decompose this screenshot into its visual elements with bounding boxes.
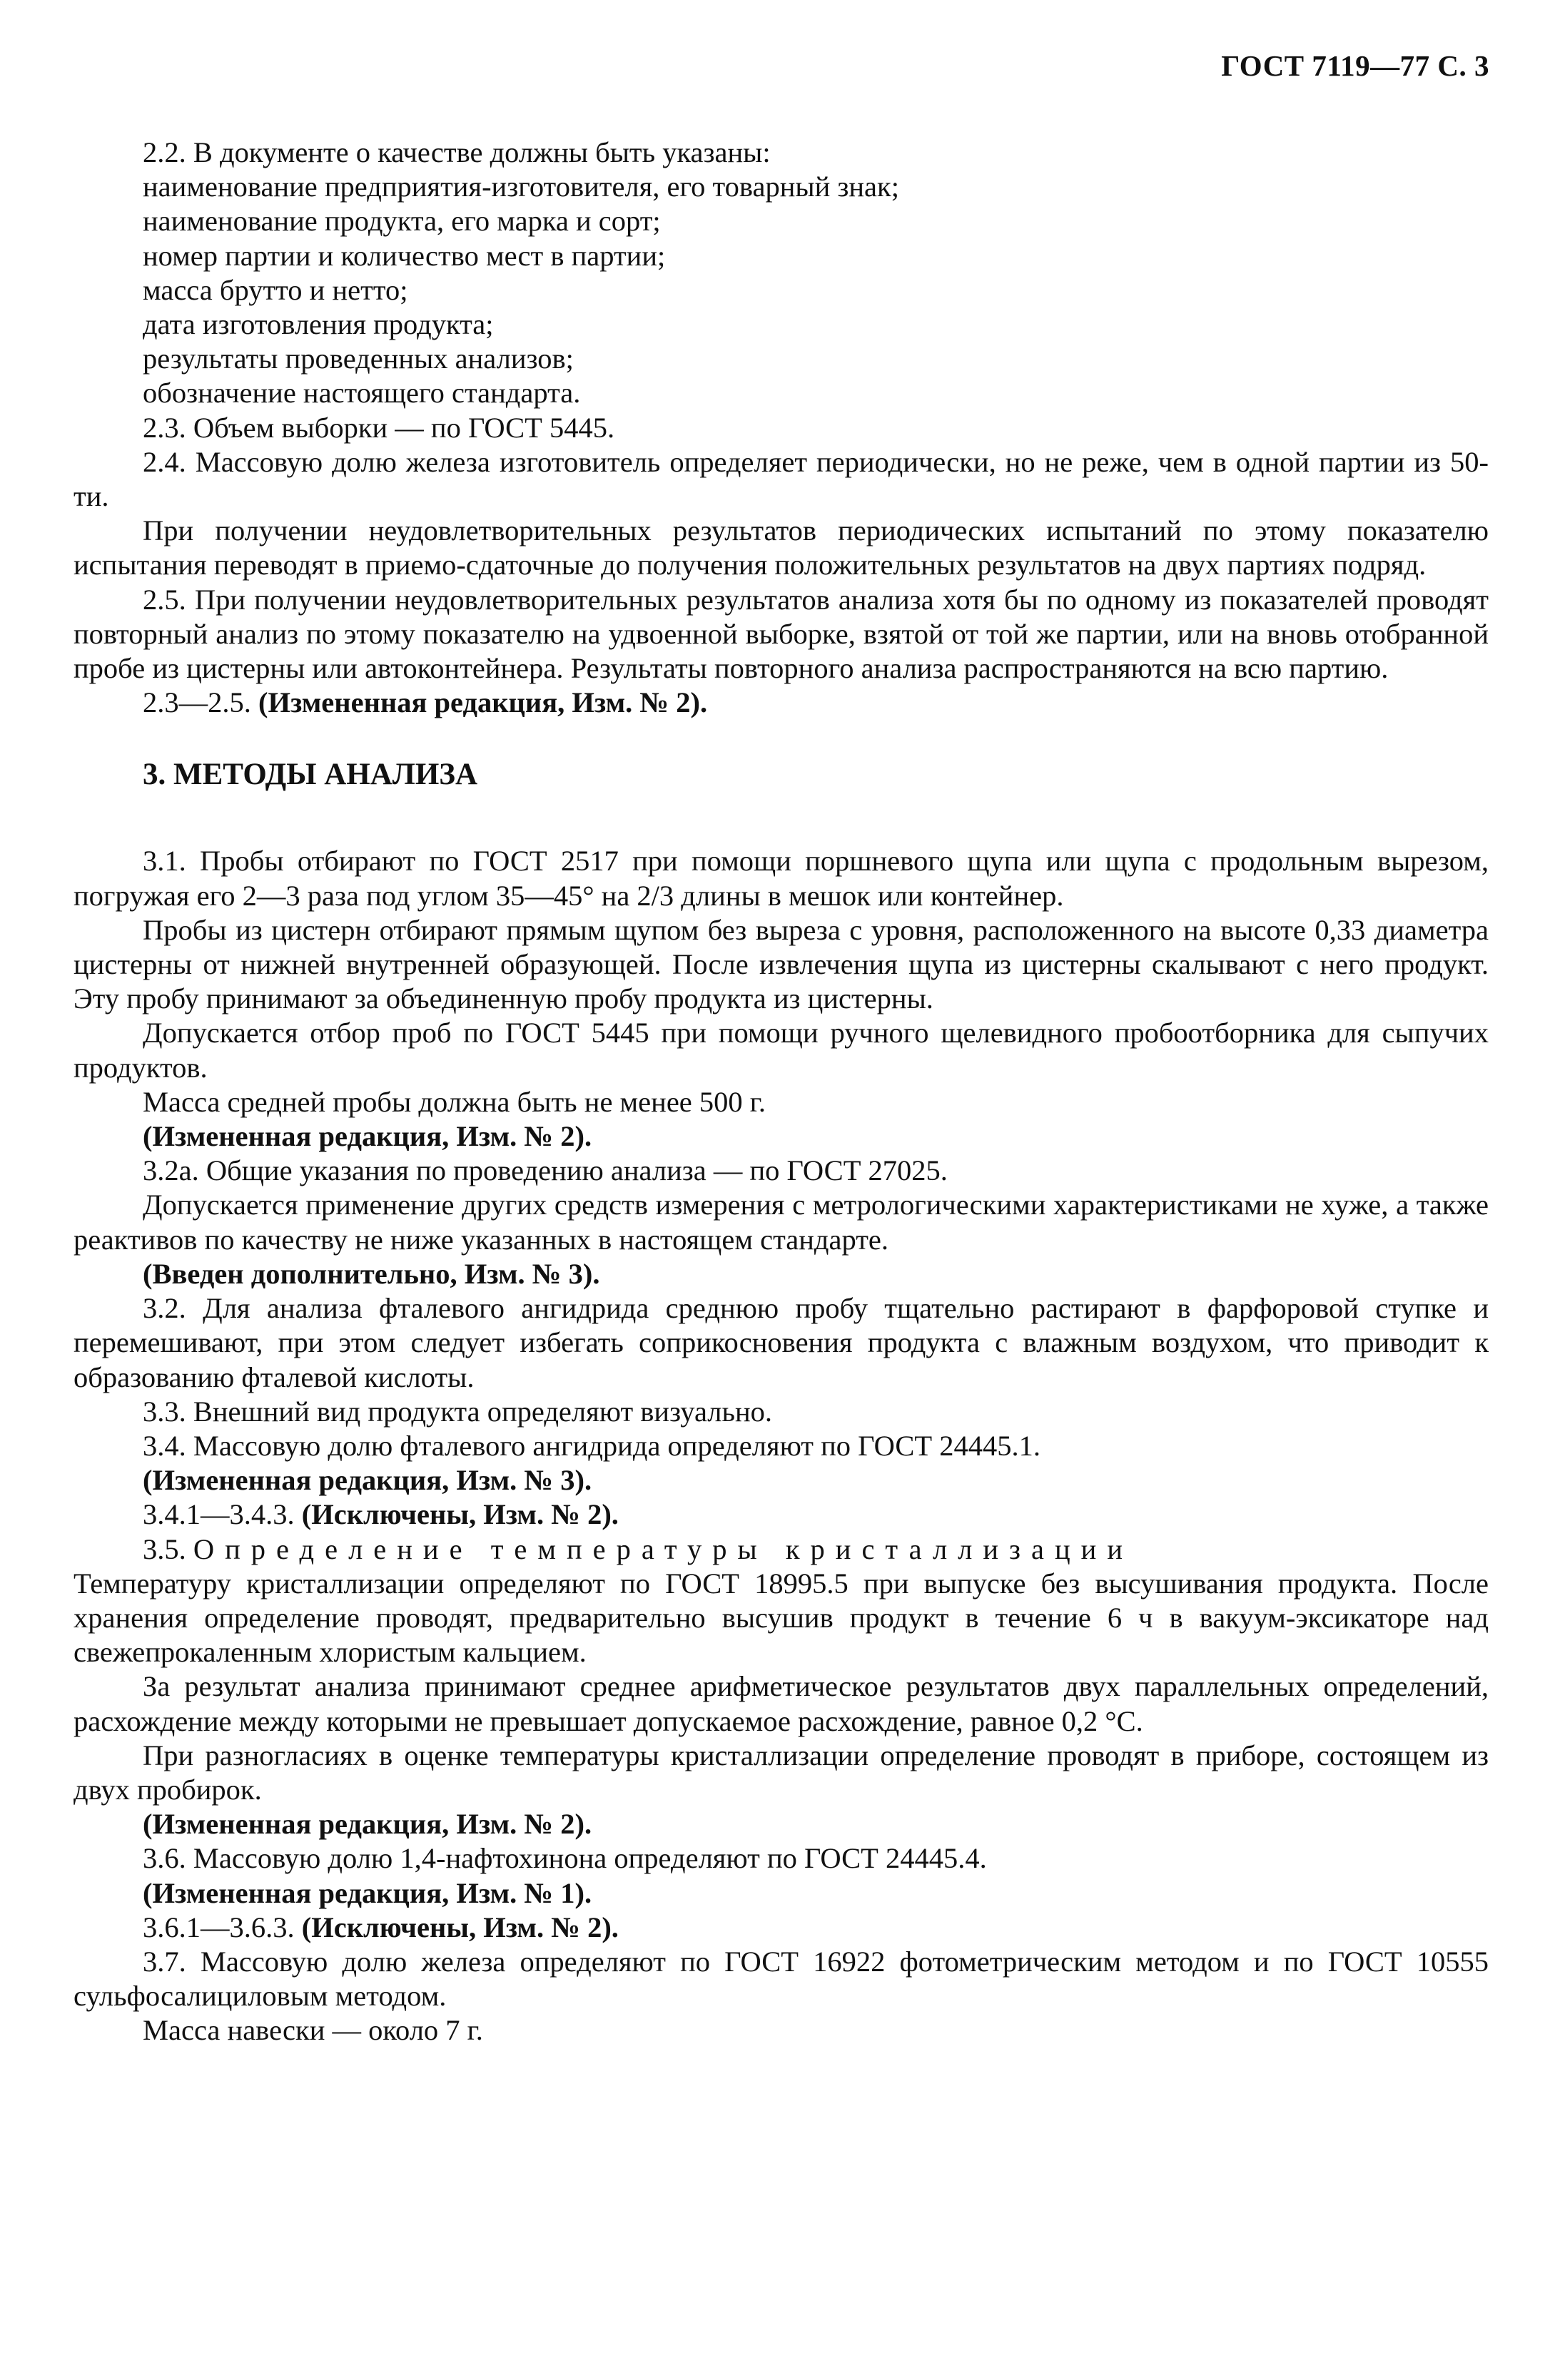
list-item: наименование продукта, его марка и сорт; <box>143 205 661 238</box>
paragraph-3-6: 3.6. Массовую долю 1,4-нафтохинона определяют по ГОСТ 24445.4. <box>143 1842 987 1875</box>
amendment-note-3-6-1 <box>74 1911 1489 1945</box>
paragraph-3-5-method: Температуру кристаллизации определяют по ГОСТ 18995.5 при выпуске без высушивания продукта. После хранения определение проводят, предварительно высушив продукт в течение 6 ч в вакуум-эксикаторе над свежепрокаленным хлористым кальцием. <box>74 1567 1489 1669</box>
paragraph-3-1-cisterns: Пробы из цистерн отбирают прямым щупом без выреза с уровня, расположенного на высоте 0,33 диаметра цистерны от нижней внутренней образующей. После извлечения щупа из цистерны скалывают с него продукт. Эту пробу принимают за объединенную пробу продукта из цистерны. <box>74 913 1489 1015</box>
paragraph-3-4: 3.4. Массовую долю фталевого ангидрида определяют по ГОСТ 24445.1. <box>143 1429 1040 1462</box>
amendment-note-3-6: (Измененная редакция, Изм. № 1). <box>143 1876 592 1909</box>
paragraph-3-3: 3.3. Внешний вид продукта определяют визуально. <box>143 1395 773 1428</box>
paragraph-3-7-sample-mass: Масса навески — около 7 г. <box>143 2014 483 2047</box>
amendment-prefix: 2.3—2.5. <box>143 686 258 719</box>
subsection-number: 3.5. <box>143 1532 193 1565</box>
running-header: ГОСТ 7119—77 С. 3 <box>1221 49 1489 82</box>
list-item: масса брутто и нетто; <box>143 273 408 306</box>
paragraph-2-5: 2.5. При получении неудовлетворительных результатов анализа хотя бы по одному из показателей проводят повторный анализ по этому показателю на удвоенной выборке, взятой от той же партии, или на вновь отобранной пробе из цистерны или автоконтейнера. Результаты повторного анализа распространяются на всю партию. <box>74 583 1489 685</box>
paragraph-2-3: 2.3. Объем выборки — по ГОСТ 5445. <box>143 411 615 444</box>
subsection-heading: Определение температуры кристаллизации <box>193 1532 1134 1565</box>
amendment-note-3-2a: (Введен дополнительно, Изм. № 3). <box>143 1257 600 1290</box>
paragraph-3-5 <box>74 1532 1489 1567</box>
list-item: номер партии и количество мест в партии; <box>143 239 666 272</box>
amendment-prefix: 3.4.1—3.4.3. <box>143 1498 302 1531</box>
list-item: обозначение настоящего стандарта. <box>143 377 581 410</box>
paragraph-3-5-disagreement: При разногласиях в оценке температуры кристаллизации определение проводят в приборе, состоящем из двух пробирок. <box>74 1739 1489 1806</box>
paragraph-3-1-mass: Масса средней пробы должна быть не менее 500 г. <box>143 1085 766 1118</box>
amendment-note-3-1: (Измененная редакция, Изм. № 2). <box>143 1120 592 1153</box>
section-title: 3. МЕТОДЫ АНАЛИЗА <box>143 758 478 792</box>
paragraph-3-2: 3.2. Для анализа фталевого ангидрида среднюю пробу тщательно растирают в фарфоровой ступке и перемешивают, при этом следует избегать соприкосновения продукта с влажным воздухом, что приводит к образованию фталевой кислоты. <box>74 1292 1489 1393</box>
paragraph-3-2a-continued: Допускается применение других средств измерения с метрологическими характеристиками не хуже, а также реактивов по качеству не ниже указанных в настоящем стандарте. <box>74 1189 1489 1256</box>
paragraph-2-4: 2.4. Массовую долю железа изготовитель определяет периодически, но не реже, чем в одной партии из 50-ти. <box>74 445 1489 513</box>
amendment-note-3-4: (Измененная редакция, Изм. № 3). <box>143 1464 592 1497</box>
paragraph-2-4-continued: При получении неудовлетворительных результатов периодических испытаний по этому показателю испытания переводят в приемо-сдаточные до получения положительных результатов на двух партиях подряд. <box>74 514 1489 581</box>
paragraph-3-7: 3.7. Массовую долю железа определяют по ГОСТ 16922 фотометрическим методом и по ГОСТ 10555 сульфосалициловым методом. <box>74 1945 1489 2013</box>
amendment-text: (Измененная редакция, Изм. № 2). <box>258 686 708 719</box>
paragraph-3-2a: 3.2а. Общие указания по проведению анализа — по ГОСТ 27025. <box>143 1154 948 1187</box>
document-body <box>74 136 1489 2048</box>
amendment-text: (Исключены, Изм. № 2). <box>301 1911 619 1943</box>
paragraph-3-5-result: За результат анализа принимают среднее арифметическое результатов двух параллельных определений, расхождение между которыми не превышает допускаемое расхождение, равное 0,2 °С. <box>74 1670 1489 1737</box>
amendment-note-3-4-1 <box>74 1497 1489 1532</box>
list-item: наименование предприятия-изготовителя, его товарный знак; <box>143 171 899 203</box>
paragraph-3-1: 3.1. Пробы отбирают по ГОСТ 2517 при помощи поршневого щупа или щупа с продольным вырезом, погружая его 2—3 раза под углом 35—45° на 2/3 длины в мешок или контейнер. <box>74 845 1489 912</box>
amendment-text: (Исключены, Изм. № 2). <box>301 1498 619 1531</box>
list-item: результаты проведенных анализов; <box>143 342 574 375</box>
paragraph-3-1-sampler: Допускается отбор проб по ГОСТ 5445 при помощи ручного щелевидного пробоотборника для сыпучих продуктов. <box>74 1017 1489 1084</box>
amendment-note-3-5: (Измененная редакция, Изм. № 2). <box>143 1808 592 1841</box>
paragraph-2-2: 2.2. В документе о качестве должны быть указаны: <box>143 136 771 168</box>
list-item: дата изготовления продукта; <box>143 308 494 341</box>
amendment-prefix: 3.6.1—3.6.3. <box>143 1911 302 1943</box>
amendment-note-2-3-2-5 <box>74 686 1489 720</box>
